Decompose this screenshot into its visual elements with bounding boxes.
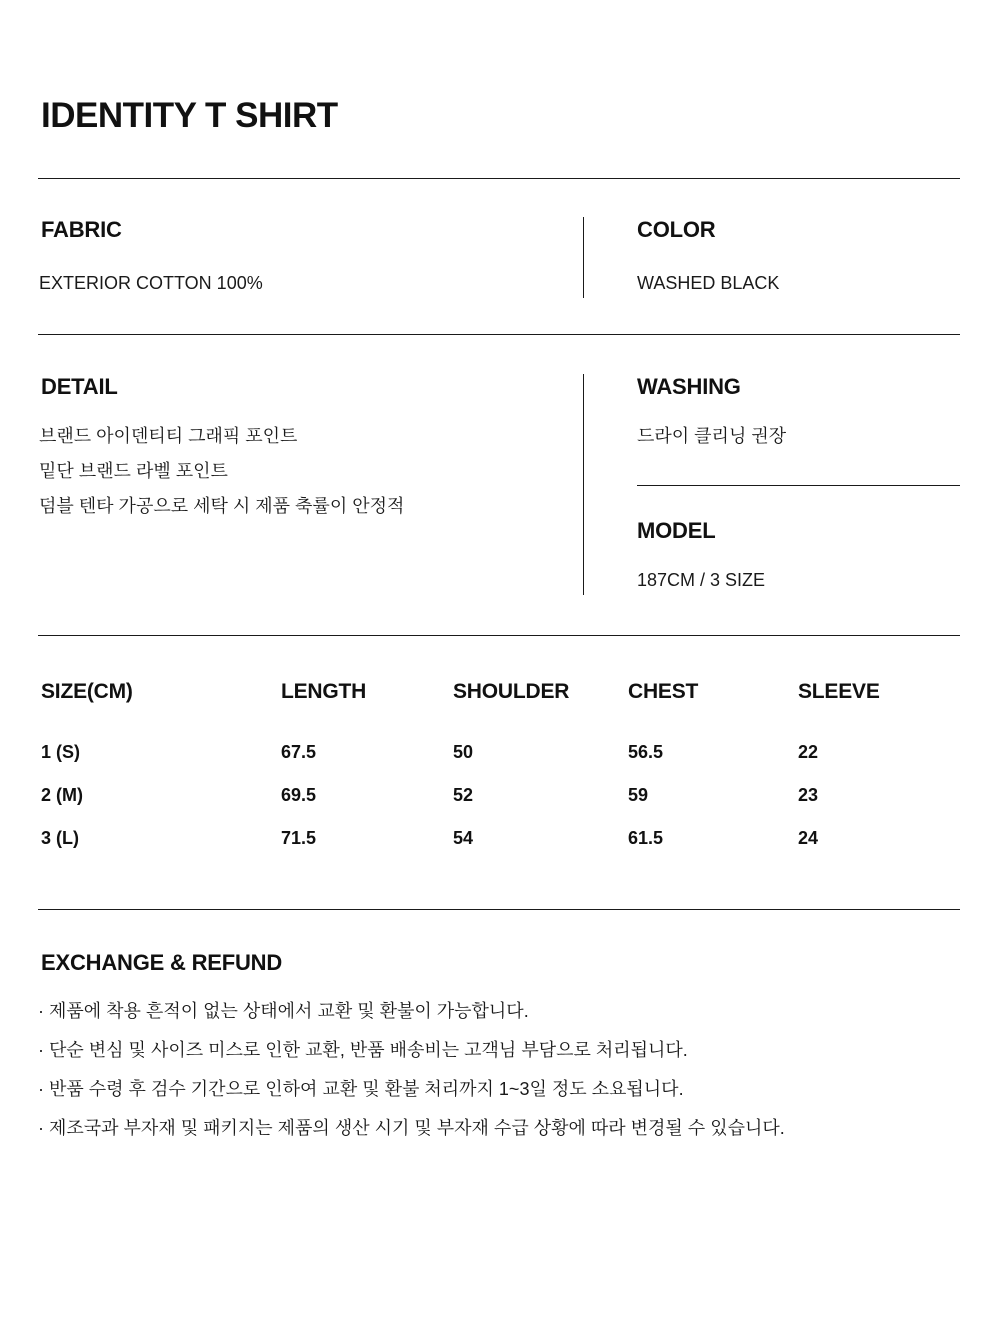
fabric-heading: FABRIC — [41, 217, 122, 242]
exchange-heading: EXCHANGE & REFUND — [41, 950, 283, 976]
detail-line: 밑단 브랜드 라벨 포인트 — [39, 461, 228, 482]
exchange-note: · 반품 수령 후 검수 기간으로 인하여 교환 및 환불 처리까지 1~3일 정도 소요됩니다. — [38, 1079, 684, 1100]
detail-washing-section — [38, 335, 960, 635]
size-table-section — [38, 636, 962, 909]
page-title: IDENTITY T SHIRT — [41, 96, 338, 135]
color-heading: COLOR — [637, 217, 716, 242]
column-header-length: LENGTH — [281, 680, 367, 704]
model-heading: MODEL — [637, 518, 716, 544]
detail-lines — [38, 422, 563, 521]
table-header-row — [38, 680, 960, 742]
cell-chest: 56.5 — [628, 742, 664, 763]
cell-sleeve: 24 — [798, 828, 819, 849]
exchange-note: · 단순 변심 및 사이즈 미스로 인한 교환, 반품 배송비는 고객님 부담으로 처리됩니다. — [38, 1040, 688, 1061]
cell-shoulder: 54 — [453, 828, 474, 849]
cell-size: 1 (S) — [41, 742, 81, 763]
cell-sleeve: 23 — [798, 785, 819, 806]
cell-length: 67.5 — [281, 742, 317, 763]
color-value: WASHED BLACK — [637, 273, 780, 293]
cell-sleeve: 22 — [798, 742, 819, 763]
table-row — [38, 828, 960, 871]
detail-heading: DETAIL — [41, 374, 118, 400]
column-header-size: SIZE(CM) — [41, 680, 133, 704]
fabric-value: EXTERIOR COTTON 100% — [39, 273, 263, 293]
detail-line: 브랜드 아이덴티티 그래픽 포인트 — [39, 426, 298, 447]
exchange-note: · 제조국과 부자재 및 패키지는 제품의 생산 시기 및 부자재 수급 상황에 따라 변경될 수 있습니다. — [38, 1118, 785, 1139]
detail-column — [38, 374, 583, 595]
vertical-divider — [583, 217, 584, 298]
divider-washing-model — [637, 485, 960, 486]
column-header-sleeve: SLEEVE — [798, 680, 880, 704]
washing-value: 드라이 클리닝 권장 — [637, 426, 787, 447]
cell-shoulder: 50 — [453, 742, 474, 763]
cell-size: 3 (L) — [41, 828, 79, 849]
color-column — [583, 217, 960, 298]
size-table — [38, 680, 960, 871]
column-header-chest: CHEST — [628, 680, 699, 704]
fabric-color-section — [38, 179, 960, 334]
exchange-refund-section — [38, 910, 962, 1142]
cell-chest: 59 — [628, 785, 649, 806]
cell-length: 69.5 — [281, 785, 317, 806]
cell-length: 71.5 — [281, 828, 317, 849]
fabric-column — [38, 217, 583, 298]
detail-line: 덤블 텐타 가공으로 세탁 시 제품 축률이 안정적 — [39, 496, 405, 517]
cell-size: 2 (M) — [41, 785, 83, 806]
column-header-shoulder: SHOULDER — [453, 680, 570, 704]
cell-chest: 61.5 — [628, 828, 664, 849]
vertical-divider — [583, 374, 584, 595]
washing-model-column — [583, 374, 960, 595]
cell-shoulder: 52 — [453, 785, 474, 806]
table-row — [38, 785, 960, 828]
washing-heading: WASHING — [637, 374, 741, 400]
table-row — [38, 742, 960, 785]
exchange-note: · 제품에 착용 흔적이 없는 상태에서 교환 및 환불이 가능합니다. — [38, 1001, 529, 1022]
model-value: 187CM / 3 SIZE — [637, 570, 766, 591]
